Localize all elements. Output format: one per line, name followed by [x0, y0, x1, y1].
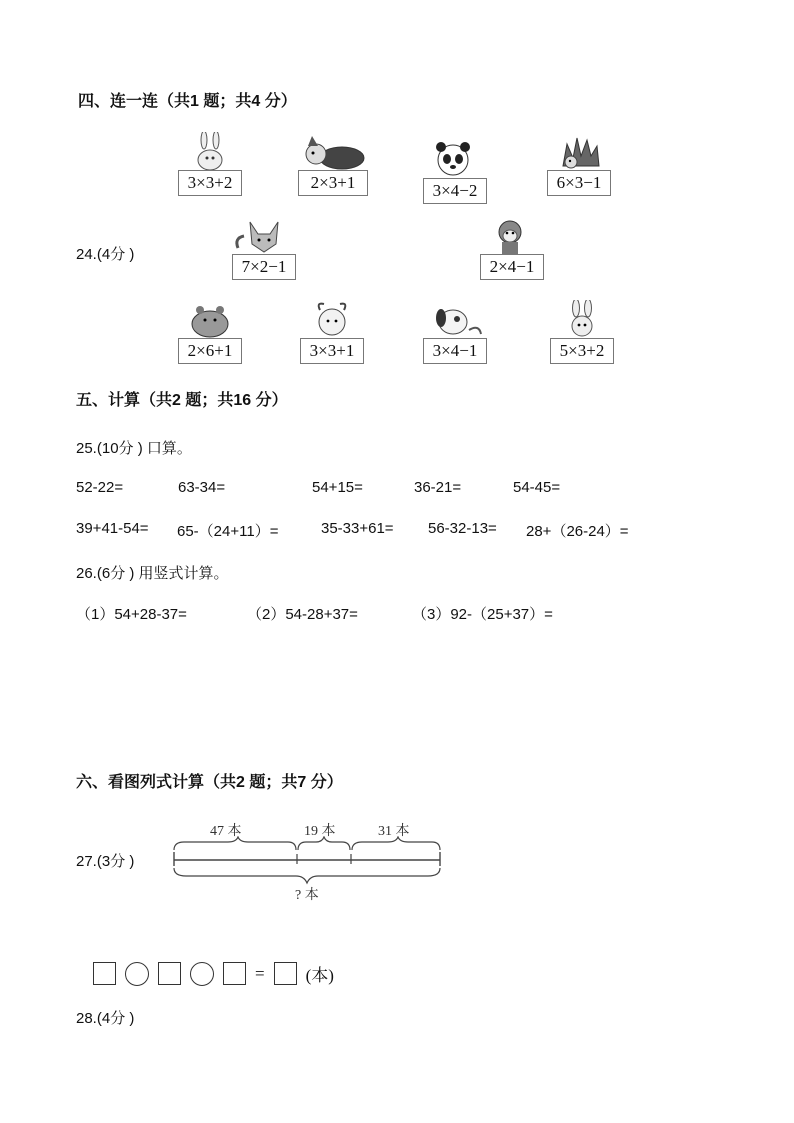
- expression-box: 3×3+2: [178, 170, 242, 196]
- match-card[interactable]: [232, 216, 296, 280]
- match-card[interactable]: [178, 132, 242, 196]
- expression-box: 2×4−1: [480, 254, 544, 280]
- mental-math-item: 54+15=: [312, 479, 363, 496]
- line-segment-diagram: [168, 836, 448, 886]
- expression-box: 7×2−1: [232, 254, 296, 280]
- mental-math-item: 65-（24+11）=: [177, 523, 279, 540]
- mental-math-item: 35-33+61=: [321, 520, 394, 537]
- mental-math-item: 56-32-13=: [428, 520, 497, 537]
- panda-icon: [423, 140, 487, 178]
- expression-box: 3×4−2: [423, 178, 487, 204]
- mental-math-item: 36-21=: [414, 479, 462, 496]
- segment-label-47: 47 本: [210, 824, 242, 839]
- expression-box: 2×6+1: [178, 338, 242, 364]
- section-6-heading: 六、看图列式计算（共2 题；共7 分）: [76, 774, 343, 791]
- section-4-heading: 四、连一连（共1 题；共4 分）: [78, 93, 297, 110]
- hedgehog-icon: [547, 132, 611, 170]
- monkey-icon: [480, 216, 544, 254]
- match-card[interactable]: [547, 132, 611, 196]
- match-card[interactable]: [178, 300, 242, 364]
- mental-math-item: 63-34=: [178, 479, 226, 496]
- expression-box: 5×3+2: [550, 338, 614, 364]
- vertical-calc-item: （2）54-28+37=: [247, 606, 358, 623]
- vertical-calc-item: （3）92-（25+37）=: [412, 606, 553, 623]
- question-26-label: 26.(6分 ) 用竖式计算。: [76, 565, 229, 582]
- goat-icon: [300, 300, 364, 338]
- expression-box: 6×3−1: [547, 170, 611, 196]
- equals-sign: =: [255, 963, 265, 983]
- rabbit-icon: [178, 132, 242, 170]
- segment-label-19: 19 本: [304, 824, 336, 839]
- expression-box: 3×3+1: [300, 338, 364, 364]
- total-label: ? 本: [295, 888, 319, 903]
- hippo-icon: [178, 300, 242, 338]
- dog-icon: [298, 132, 368, 170]
- match-card[interactable]: [423, 140, 487, 204]
- match-card[interactable]: [480, 216, 544, 280]
- mental-math-item: 39+41-54=: [76, 520, 149, 537]
- operator-circle[interactable]: [190, 962, 214, 986]
- operator-circle[interactable]: [125, 962, 149, 986]
- section-5-heading: 五、计算（共2 题；共16 分）: [76, 392, 288, 409]
- puppy-icon: [423, 300, 487, 338]
- mental-math-item: 28+（26-24）=: [526, 523, 629, 540]
- mental-math-item: 54-45=: [513, 479, 561, 496]
- match-card[interactable]: [550, 300, 614, 364]
- result-box[interactable]: [274, 962, 297, 985]
- match-card[interactable]: [300, 300, 364, 364]
- segment-label-31: 31 本: [378, 824, 410, 839]
- mental-math-item: 52-22=: [76, 479, 124, 496]
- answer-box[interactable]: [158, 962, 181, 985]
- match-card[interactable]: [298, 132, 368, 196]
- expression-box: 3×4−1: [423, 338, 487, 364]
- question-27-label: 27.(3分 ): [76, 853, 135, 870]
- question-28-label: 28.(4分 ): [76, 1010, 135, 1027]
- question-25-label: 25.(10分 ) 口算。: [76, 440, 192, 457]
- equation-row: [93, 961, 334, 986]
- bunny-icon: [550, 300, 614, 338]
- unit-label: (本): [305, 966, 334, 985]
- question-24-label: 24.(4分 ): [76, 246, 135, 263]
- answer-box[interactable]: [93, 962, 116, 985]
- expression-box: 2×3+1: [298, 170, 368, 196]
- answer-box[interactable]: [223, 962, 246, 985]
- match-card[interactable]: [423, 300, 487, 364]
- vertical-calc-item: （1）54+28-37=: [76, 606, 187, 623]
- fox-icon: [232, 216, 296, 254]
